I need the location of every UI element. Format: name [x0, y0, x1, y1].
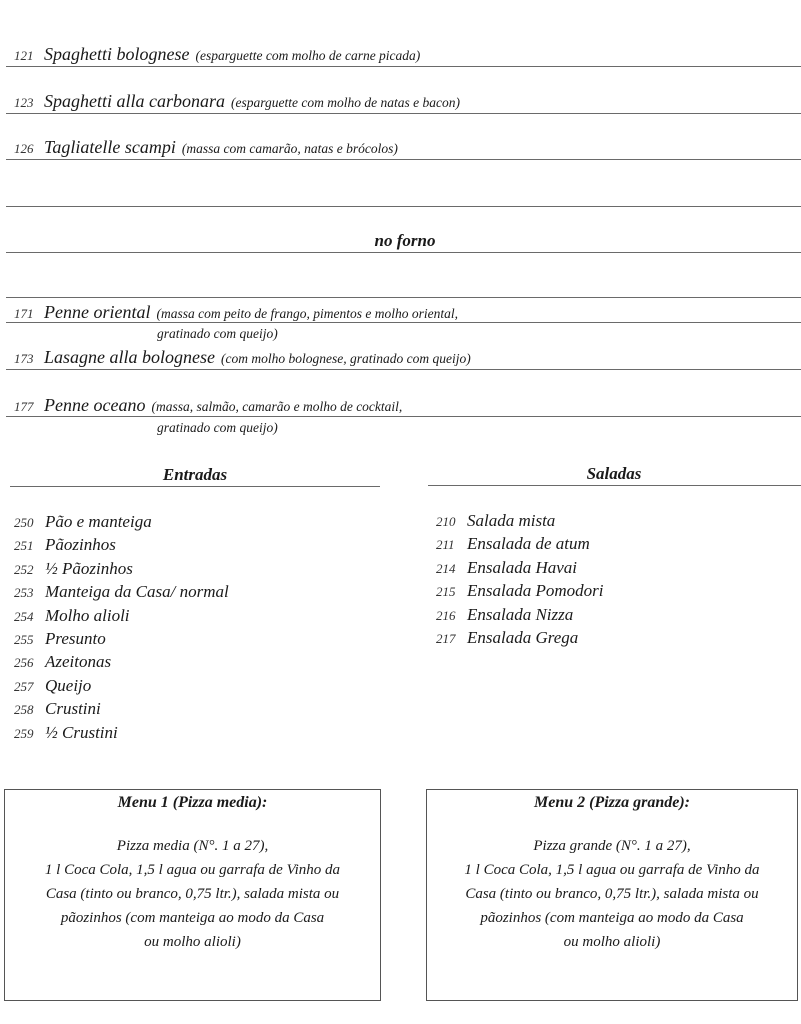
- item-name: Penne oceano: [44, 395, 146, 415]
- item-name: Manteiga da Casa/ normal: [45, 582, 229, 602]
- list-item: [14, 510, 229, 533]
- section-heading-forno: no forno: [374, 231, 436, 250]
- list-item: [14, 721, 229, 744]
- item-name: Spaghetti bolognese: [44, 44, 190, 64]
- item-description: (esparguette com molho de carne picada): [195, 48, 421, 63]
- item-number: 258: [14, 702, 34, 718]
- item-description: (massa, salmão, camarão e molho de cocktail,: [151, 399, 403, 414]
- entradas-list: [14, 510, 229, 744]
- menu-item: [14, 347, 471, 368]
- divider: [6, 206, 801, 207]
- item-number: 210: [436, 514, 456, 529]
- divider: [6, 322, 801, 323]
- divider: [6, 252, 801, 253]
- item-number: 217: [436, 630, 456, 646]
- item-name: Azeitonas: [45, 652, 112, 672]
- list-item: [436, 556, 603, 579]
- item-name: Ensalada Nizza: [467, 604, 574, 624]
- item-number: 255: [14, 631, 34, 647]
- item-number: 254: [14, 608, 34, 624]
- menu-box-body: [5, 834, 380, 954]
- list-item: [14, 557, 229, 580]
- list-item: [436, 603, 603, 626]
- item-number: 216: [436, 607, 456, 623]
- item-number: 211: [436, 537, 455, 553]
- item-number: 251: [14, 538, 34, 554]
- item-number: 121: [14, 48, 34, 63]
- menu-box-line: ou molho alioli): [563, 934, 661, 950]
- item-name: Queijo: [45, 675, 92, 695]
- menu-box-title: Menu 1 (Pizza media):: [117, 794, 268, 811]
- item-number: 257: [14, 678, 34, 694]
- divider: [6, 369, 801, 370]
- item-description: (esparguette com molho de natas e bacon): [231, 95, 460, 110]
- item-description: (massa com camarão, natas e brócolos): [181, 141, 398, 156]
- menu-box-title: Menu 2 (Pizza grande):: [533, 794, 690, 811]
- divider: [6, 113, 801, 114]
- item-number: 252: [14, 561, 34, 577]
- section-heading-saladas: Saladas: [586, 464, 642, 483]
- item-number: 177: [14, 399, 34, 414]
- item-number: 126: [14, 141, 34, 156]
- item-number: 250: [14, 515, 34, 530]
- item-name: Penne oriental: [44, 302, 151, 322]
- menu-box-line: pãozinhos (com manteiga ao modo da Casa: [60, 910, 325, 926]
- item-name: Molho alioli: [45, 605, 130, 625]
- list-item: [14, 650, 229, 673]
- menu-box-line: Pizza grande (N°. 1 a 27),: [533, 838, 691, 854]
- menu-item: [14, 44, 420, 65]
- item-description: (massa com peito de frango, pimentos e molho oriental,: [156, 306, 458, 321]
- list-item: [436, 509, 603, 532]
- list-item: [14, 697, 229, 720]
- menu-box-line: ou molho alioli): [144, 934, 241, 950]
- item-name: Tagliatelle scampi: [44, 137, 176, 157]
- menu-box-2: [426, 789, 798, 1001]
- item-description: (com molho bolognese, gratinado com queijo): [221, 351, 471, 366]
- divider: [10, 486, 380, 487]
- item-description-continued: gratinado com queijo): [157, 326, 278, 341]
- item-number: 214: [436, 560, 456, 576]
- menu-box-line: Casa (tinto ou branco, 0,75 ltr.), salada mista ou: [45, 886, 340, 902]
- item-name: Spaghetti alla carbonara: [44, 91, 225, 111]
- divider: [6, 416, 801, 417]
- divider: [6, 159, 801, 160]
- item-name: ½ Pãozinhos: [45, 558, 133, 578]
- item-name: Ensalada Grega: [467, 627, 579, 647]
- menu-item: [14, 137, 398, 158]
- item-name: Ensalada Havai: [467, 557, 578, 577]
- item-number: 215: [436, 584, 456, 600]
- divider: [428, 485, 801, 486]
- item-number: 253: [14, 585, 34, 601]
- item-name: Salada mista: [467, 511, 556, 530]
- list-item: [436, 532, 603, 555]
- list-item: [14, 604, 229, 627]
- saladas-list: [436, 509, 603, 649]
- menu-box-line: pãozinhos (com manteiga ao modo da Casa: [480, 910, 744, 926]
- item-name: Crustini: [45, 699, 101, 719]
- divider: [6, 297, 801, 298]
- menu-box-line: 1 l Coca Cola, 1,5 l agua ou garrafa de Vinho da: [44, 862, 341, 878]
- item-name: Pãozinhos: [45, 535, 116, 555]
- item-number: 259: [14, 725, 34, 741]
- menu-box-line: Casa (tinto ou branco, 0,75 ltr.), salada mista ou: [465, 886, 759, 902]
- list-item: [14, 627, 229, 650]
- list-item: [14, 580, 229, 603]
- list-item: [14, 674, 229, 697]
- divider: [6, 66, 801, 67]
- item-name: Pão e manteiga: [45, 512, 152, 531]
- menu-box-line: Pizza media (N°. 1 a 27),: [116, 838, 269, 854]
- item-number: 256: [14, 655, 34, 671]
- list-item: [436, 626, 603, 649]
- list-item: [14, 533, 229, 556]
- item-name: Ensalada Pomodori: [467, 581, 604, 601]
- menu-item: [14, 91, 460, 112]
- item-name: Ensalada de atum: [467, 534, 590, 554]
- menu-item: [14, 302, 458, 323]
- item-name: ½ Crustini: [45, 722, 118, 742]
- list-item: [436, 579, 603, 602]
- menu-item: [14, 395, 402, 416]
- menu-box-body: [427, 834, 797, 954]
- item-number: 173: [14, 351, 34, 366]
- item-name: Presunto: [45, 628, 106, 648]
- item-name: Lasagne alla bolognese: [44, 347, 215, 367]
- section-heading-entradas: Entradas: [162, 465, 228, 484]
- item-number: 171: [14, 306, 34, 321]
- menu-box-1: [4, 789, 381, 1001]
- item-number: 123: [14, 95, 34, 110]
- item-description-continued: gratinado com queijo): [157, 420, 278, 435]
- menu-box-line: 1 l Coca Cola, 1,5 l agua ou garrafa de Vinho da: [464, 862, 760, 878]
